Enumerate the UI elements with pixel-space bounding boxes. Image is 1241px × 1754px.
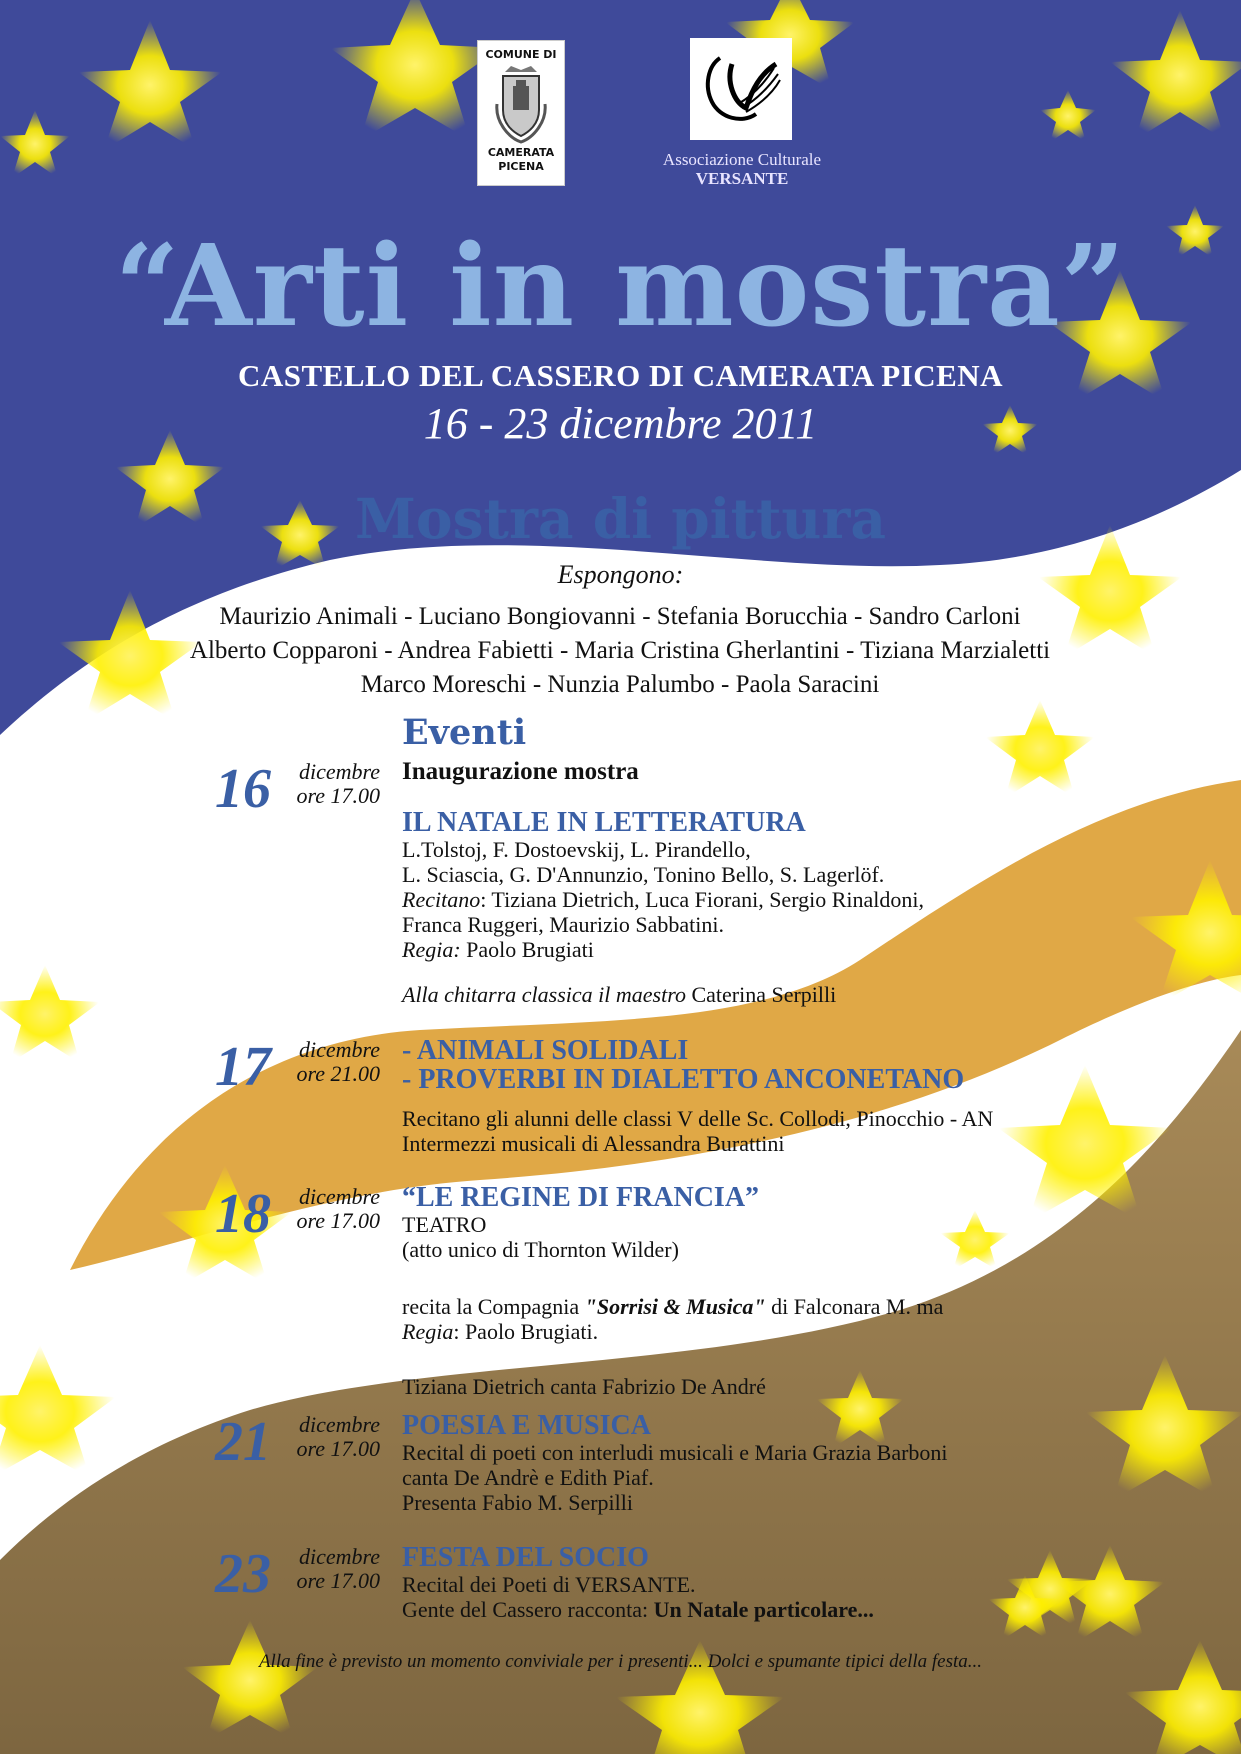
event-line: TEATRO bbox=[402, 1212, 487, 1237]
comune-label: COMUNE DI bbox=[485, 48, 557, 61]
event-content bbox=[402, 1411, 1162, 1515]
event-line: Franca Ruggeri, Maurizio Sabbatini. bbox=[402, 912, 724, 937]
event-day: 16 bbox=[215, 758, 271, 820]
event-line: Recital di poeti con interludi musicali e Maria Grazia Barboni bbox=[402, 1440, 948, 1465]
event-line bbox=[402, 982, 1162, 1007]
event-date bbox=[200, 1411, 380, 1471]
guitar-name: Caterina Serpilli bbox=[685, 982, 837, 1007]
event-time: ore 21.00 bbox=[296, 1061, 380, 1086]
event-line: L. Sciascia, G. D'Annunzio, Tonino Bello, S. Lagerlöf. bbox=[402, 862, 885, 887]
event-month: dicembre bbox=[298, 759, 380, 784]
event-line bbox=[402, 937, 1162, 962]
event-line bbox=[402, 1294, 1162, 1319]
event-month-time bbox=[290, 1413, 380, 1461]
event-month-time bbox=[290, 1545, 380, 1593]
event-day: 18 bbox=[215, 1183, 271, 1245]
versante-label: Associazione Culturale bbox=[662, 150, 822, 169]
event-line: Presenta Fabio M. Serpilli bbox=[402, 1490, 633, 1515]
event-title: IL NATALE IN LETTERATURA bbox=[402, 807, 806, 838]
event-month-time bbox=[290, 1185, 380, 1233]
event-month: dicembre bbox=[298, 1184, 380, 1209]
event-content bbox=[402, 1183, 1162, 1399]
guitar-label: Alla chitarra classica il maestro bbox=[402, 982, 686, 1007]
poster-title: “Arti in mostra” bbox=[114, 221, 1127, 352]
event-line: canta De Andrè e Edith Piaf. bbox=[402, 1465, 654, 1490]
event-16 bbox=[200, 758, 1100, 1007]
comune-logo bbox=[477, 40, 565, 186]
event-date bbox=[200, 1036, 380, 1096]
event-time: ore 17.00 bbox=[296, 1208, 380, 1233]
event-line bbox=[402, 1319, 1162, 1344]
story-title: Un Natale particolare... bbox=[653, 1597, 874, 1622]
footer-note: Alla fine è previsto un momento conviviale per i presenti... Dolci e spumante tipici della festa... bbox=[258, 1651, 983, 1672]
event-content bbox=[402, 758, 1162, 1007]
event-month-time bbox=[290, 1038, 380, 1086]
event-inauguration: Inaugurazione mostra bbox=[402, 758, 639, 785]
regia-label: Regia bbox=[402, 1319, 454, 1344]
event-line: Tiziana Dietrich canta Fabrizio De André bbox=[402, 1374, 766, 1399]
event-date bbox=[200, 1183, 380, 1243]
event-line bbox=[402, 887, 1162, 912]
event-17 bbox=[200, 1036, 1100, 1156]
event-line: (atto unico di Thornton Wilder) bbox=[402, 1237, 679, 1262]
company-intro: recita la Compagnia bbox=[402, 1294, 585, 1319]
event-line: Recital dei Poeti di VERSANTE. bbox=[402, 1572, 696, 1597]
company-town: di Falconara M. ma bbox=[765, 1294, 944, 1319]
regia-label: Regia: bbox=[402, 937, 461, 962]
event-21 bbox=[200, 1411, 1100, 1521]
artists-line: Alberto Copparoni - Andrea Fabietti - Maria Cristina Gherlantini - Tiziana Marzialetti bbox=[189, 637, 1051, 664]
coat-of-arms-icon bbox=[495, 64, 547, 144]
event-month: dicembre bbox=[298, 1412, 380, 1437]
event-title: FESTA DEL SOCIO bbox=[402, 1542, 649, 1573]
venue-subtitle: CASTELLO DEL CASSERO DI CAMERATA PICENA bbox=[237, 358, 1004, 393]
event-dates: 16 - 23 dicembre 2011 bbox=[423, 399, 818, 448]
versante-logo-icon bbox=[690, 38, 792, 140]
event-month: dicembre bbox=[298, 1544, 380, 1569]
exhibition-title: Mostra di pittura bbox=[355, 486, 886, 551]
comune-name-2: PICENA bbox=[498, 160, 544, 173]
event-line: Recitano gli alunni delle classi V delle Sc. Collodi, Pinocchio - AN bbox=[402, 1106, 994, 1131]
event-month: dicembre bbox=[298, 1037, 380, 1062]
event-time: ore 17.00 bbox=[296, 1568, 380, 1593]
regia-name: : Paolo Brugiati. bbox=[453, 1319, 599, 1344]
exhibition-intro: Espongono: bbox=[557, 560, 684, 589]
event-title: POESIA E MUSICA bbox=[402, 1410, 651, 1441]
artists-line: Maurizio Animali - Luciano Bongiovanni - Stefania Borucchia - Sandro Carloni bbox=[219, 603, 1021, 630]
event-time: ore 17.00 bbox=[296, 783, 380, 808]
event-month-time bbox=[290, 760, 380, 808]
event-day: 21 bbox=[215, 1411, 271, 1473]
company-name: "Sorrisi & Musica" bbox=[584, 1294, 766, 1319]
event-title: “LE REGINE DI FRANCIA” bbox=[402, 1182, 760, 1213]
event-date bbox=[200, 758, 380, 818]
event-date bbox=[200, 1543, 380, 1603]
event-day: 23 bbox=[215, 1543, 271, 1605]
recitano-names: : Tiziana Dietrich, Luca Fiorani, Sergio Rinaldoni, bbox=[480, 887, 925, 912]
artists-line: Marco Moreschi - Nunzia Palumbo - Paola Saracini bbox=[360, 671, 880, 698]
versante-brand: VERSANTE bbox=[695, 169, 789, 188]
event-line: Intermezzi musicali di Alessandra Burattini bbox=[402, 1131, 785, 1156]
versante-name bbox=[640, 150, 844, 188]
event-title: - PROVERBI IN DIALETTO ANCONETANO bbox=[402, 1064, 965, 1095]
recitano-label: Recitano bbox=[402, 887, 481, 912]
story-intro: Gente del Cassero racconta: bbox=[402, 1597, 654, 1622]
event-18 bbox=[200, 1182, 1100, 1399]
versante-logo bbox=[690, 38, 792, 140]
event-line bbox=[402, 1597, 1162, 1622]
artists-list bbox=[120, 600, 1120, 702]
event-title: - ANIMALI SOLIDALI bbox=[402, 1035, 689, 1066]
regia-name: Paolo Brugiati bbox=[460, 937, 594, 962]
event-content bbox=[402, 1543, 1162, 1622]
event-time: ore 17.00 bbox=[296, 1436, 380, 1461]
events-heading: Eventi bbox=[402, 712, 527, 753]
event-content bbox=[402, 1036, 1162, 1156]
event-day: 17 bbox=[215, 1036, 271, 1098]
event-line: L.Tolstoj, F. Dostoevskij, L. Pirandello, bbox=[402, 837, 751, 862]
event-23 bbox=[200, 1543, 1100, 1633]
comune-name-1: CAMERATA bbox=[487, 146, 555, 159]
